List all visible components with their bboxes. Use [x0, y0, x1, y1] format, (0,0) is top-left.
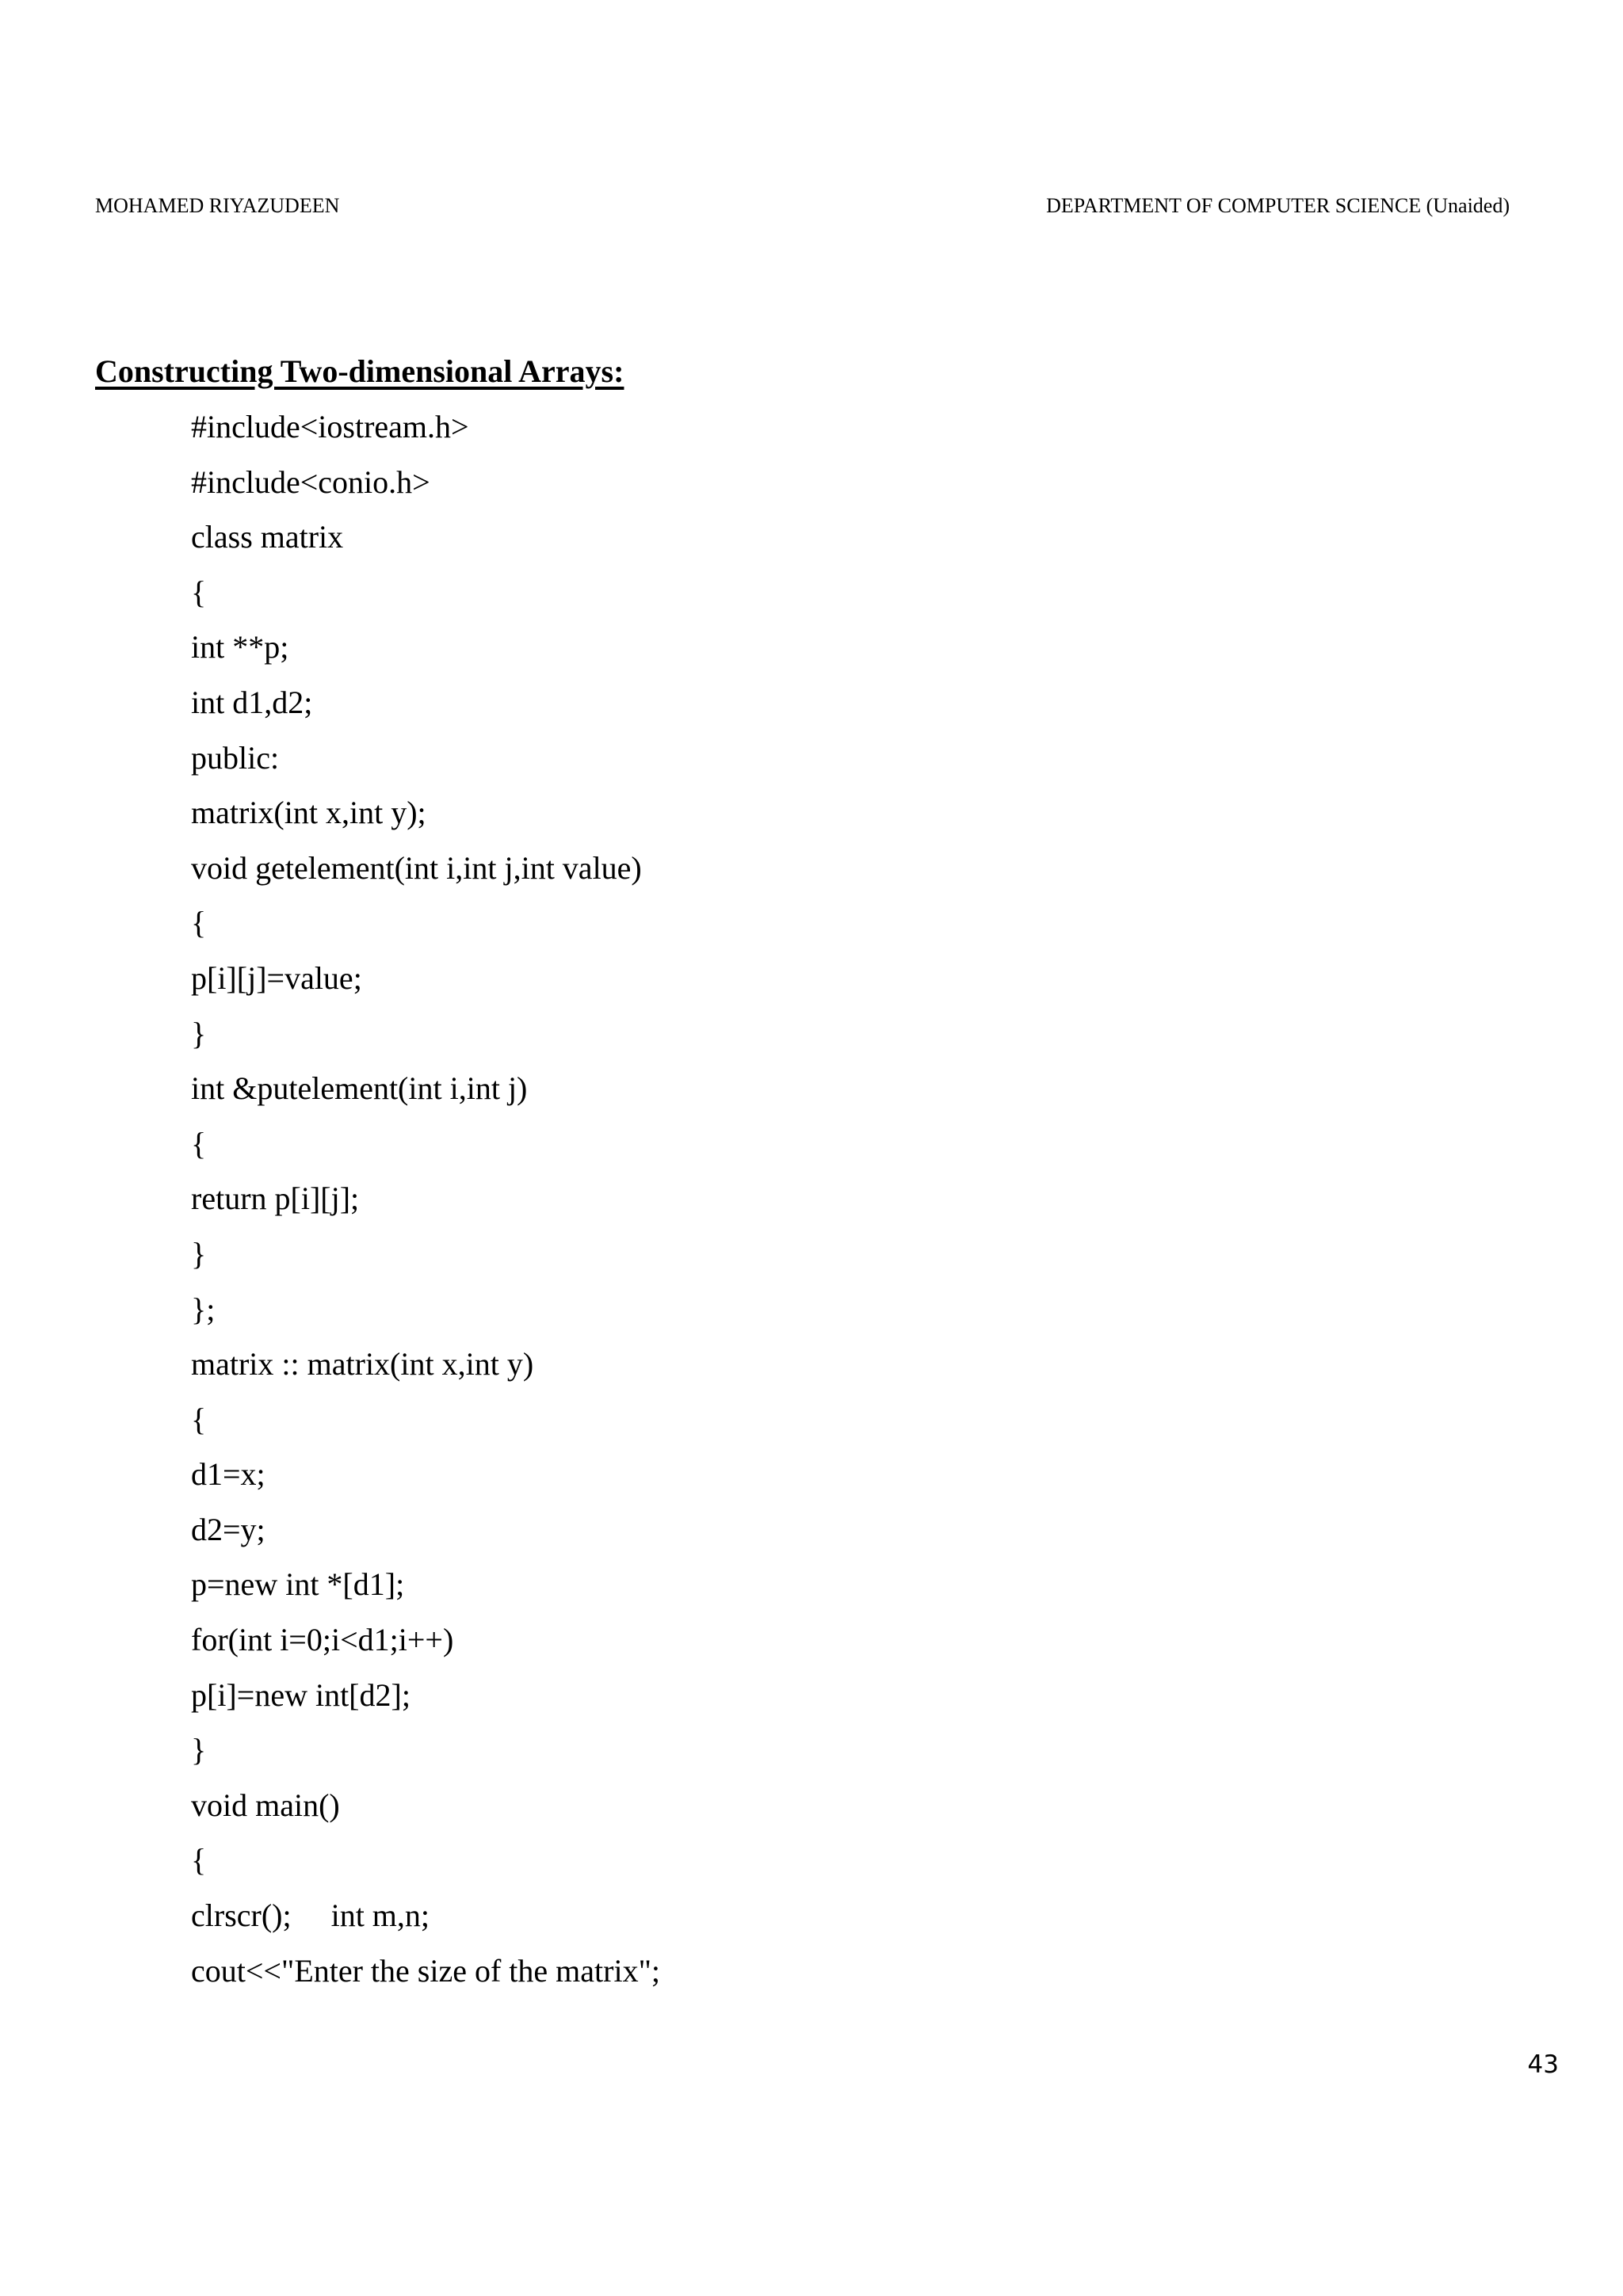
code-line: d1=x;: [191, 1456, 265, 1493]
code-line: matrix :: matrix(int x,int y): [191, 1346, 534, 1383]
code-line: int &putelement(int i,int j): [191, 1070, 528, 1107]
code-line: #include<iostream.h>: [191, 409, 469, 444]
code-line: }: [191, 1732, 207, 1768]
code-line: return p[i][j];: [191, 1180, 360, 1217]
code-line: int d1,d2;: [191, 684, 313, 720]
code-line: d2=y;: [191, 1511, 265, 1547]
code-line: p=new int *[d1];: [191, 1566, 405, 1603]
section-title: Constructing Two-dimensional Arrays:: [95, 353, 624, 389]
code-line: #include<conio.h>: [191, 463, 430, 500]
code-line: matrix(int x,int y);: [191, 795, 426, 831]
code-line: p[i][j]=value;: [191, 959, 362, 996]
code-line: void main(): [191, 1787, 340, 1823]
code-line: {: [191, 905, 207, 941]
code-line: }: [191, 1015, 207, 1051]
code-line: {: [191, 1125, 207, 1161]
code-line: cout<<"Enter the size of the matrix";: [191, 1952, 661, 1989]
code-line: };: [191, 1291, 216, 1327]
code-line: {: [191, 574, 207, 610]
code-line: clrscr(); int m,n;: [191, 1897, 430, 1934]
code-listing: [191, 407, 660, 2006]
header-department: DEPARTMENT OF COMPUTER SCIENCE (Unaided): [1046, 194, 1510, 217]
code-line: }: [191, 1235, 207, 1272]
code-line: int **p;: [191, 629, 289, 666]
code-line: class matrix: [191, 519, 344, 555]
code-line: public:: [191, 739, 280, 776]
code-line: {: [191, 1842, 207, 1878]
page-number: 43: [1527, 2050, 1559, 2079]
code-line: for(int i=0;i<d1;i++): [191, 1622, 454, 1658]
code-line: {: [191, 1401, 207, 1437]
code-line: p[i]=new int[d2];: [191, 1676, 411, 1713]
code-line: void getelement(int i,int j,int value): [191, 849, 642, 886]
header-author: MOHAMED RIYAZUDEEN: [95, 194, 340, 217]
